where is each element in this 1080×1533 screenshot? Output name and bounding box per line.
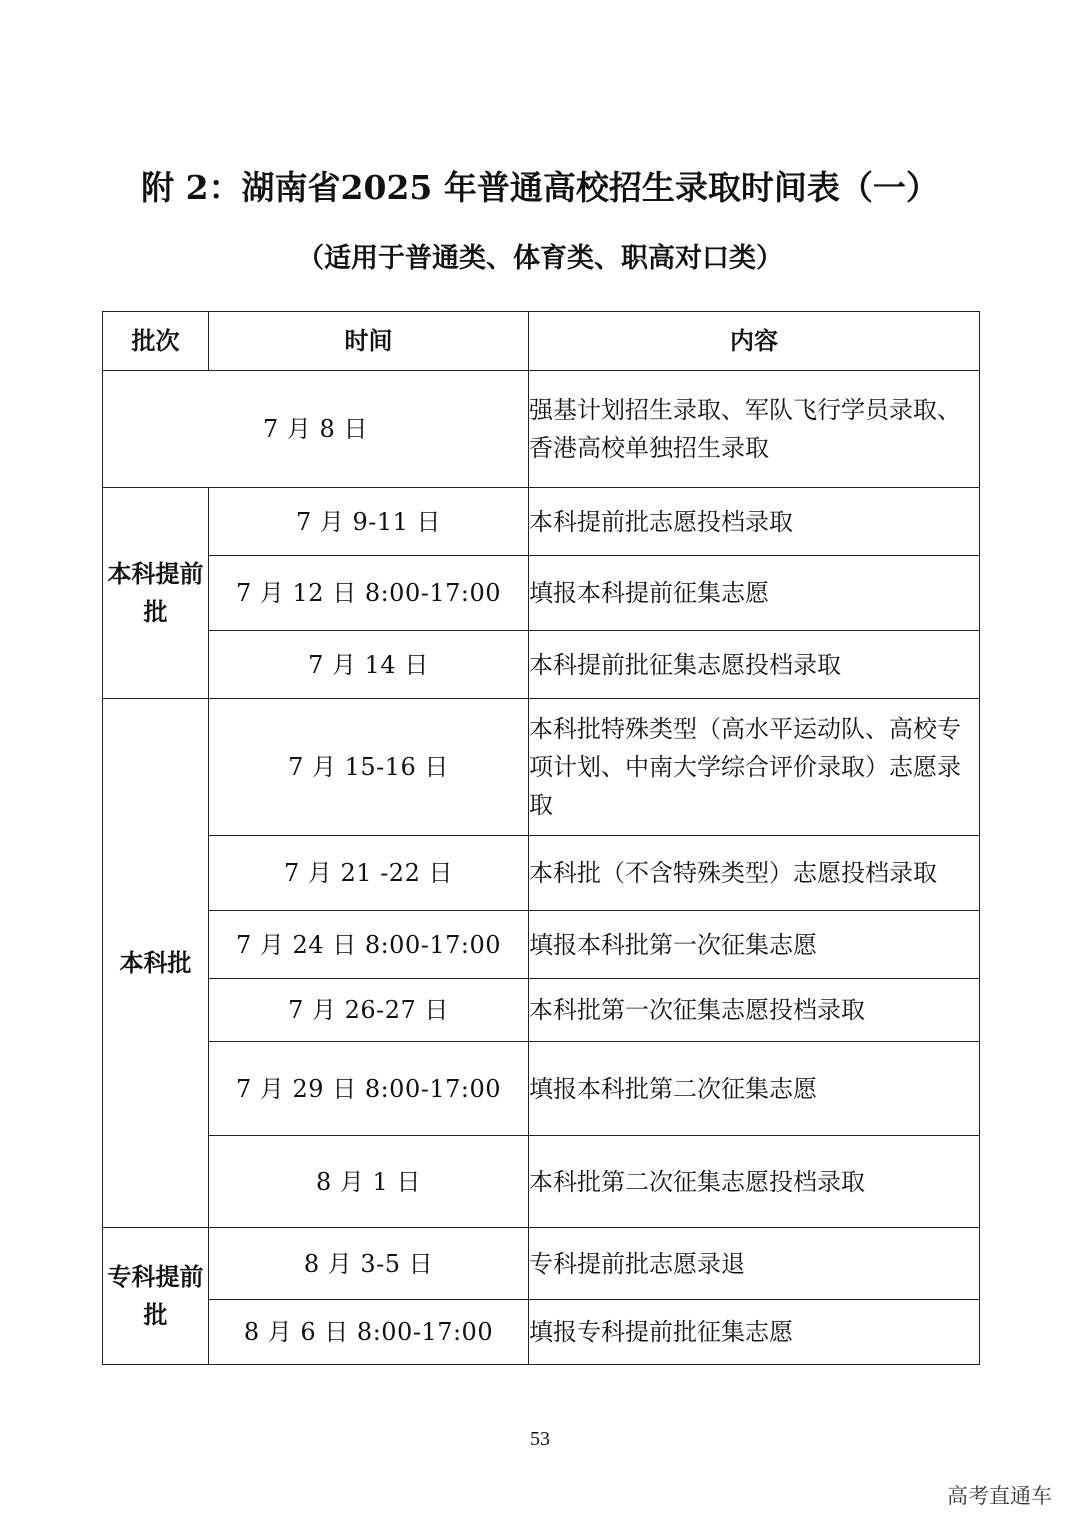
time-cell: 7 月 26-27 日 [209,979,529,1042]
content-cell: 本科提前批征集志愿投档录取 [529,631,980,699]
document-subtitle: （适用于普通类、体育类、职高对口类） [297,243,783,274]
document-title: 附 2：湖南省2025 年普通高校招生录取时间表（一） [141,168,939,207]
table-row [103,1300,980,1365]
content-cell: 填报本科提前征集志愿 [529,556,980,631]
table-row [103,371,980,488]
table-row [103,699,980,836]
time-cell: 7 月 24 日 8:00-17:00 [209,911,529,979]
time-cell: 7 月 29 日 8:00-17:00 [209,1042,529,1136]
page-number: 53 [530,1428,550,1450]
content-cell: 本科批第二次征集志愿投档录取 [529,1136,980,1228]
table-row [103,1042,980,1136]
table-row [103,979,980,1042]
table-row [103,1228,980,1300]
content-cell: 填报本科批第一次征集志愿 [529,911,980,979]
watermark-text: 高考直通车 [947,1484,1052,1508]
time-cell: 8 月 6 日 8:00-17:00 [209,1300,529,1365]
header-time: 时间 [209,312,529,371]
table-row [103,836,980,911]
batch-cell-undergrad-early: 本科提前批 [103,488,209,699]
header-batch: 批次 [103,312,209,371]
table-row [103,556,980,631]
time-cell: 7 月 15-16 日 [209,699,529,836]
batch-cell-undergrad: 本科批 [103,699,209,1228]
time-cell: 7 月 21 -22 日 [209,836,529,911]
time-cell: 7 月 14 日 [209,631,529,699]
content-cell: 本科批（不含特殊类型）志愿投档录取 [529,836,980,911]
content-cell: 强基计划招生录取、军队飞行学员录取、香港高校单独招生录取 [529,371,980,488]
table-row [103,631,980,699]
time-cell: 7 月 8 日 [103,371,529,488]
content-cell: 填报本科批第二次征集志愿 [529,1042,980,1136]
table-header-row [103,312,980,371]
content-cell: 本科批第一次征集志愿投档录取 [529,979,980,1042]
batch-cell-vocational-early: 专科提前批 [103,1228,209,1365]
table-row [103,488,980,556]
content-cell: 专科提前批志愿录退 [529,1228,980,1300]
time-cell: 7 月 9-11 日 [209,488,529,556]
table-row [103,911,980,979]
time-cell: 7 月 12 日 8:00-17:00 [209,556,529,631]
content-cell: 本科提前批志愿投档录取 [529,488,980,556]
time-cell: 8 月 1 日 [209,1136,529,1228]
time-cell: 8 月 3-5 日 [209,1228,529,1300]
admission-schedule-table [102,311,980,1365]
table-row [103,1136,980,1228]
header-content: 内容 [529,312,980,371]
content-cell: 本科批特殊类型（高水平运动队、高校专项计划、中南大学综合评价录取）志愿录取 [529,699,980,836]
content-cell: 填报专科提前批征集志愿 [529,1300,980,1365]
